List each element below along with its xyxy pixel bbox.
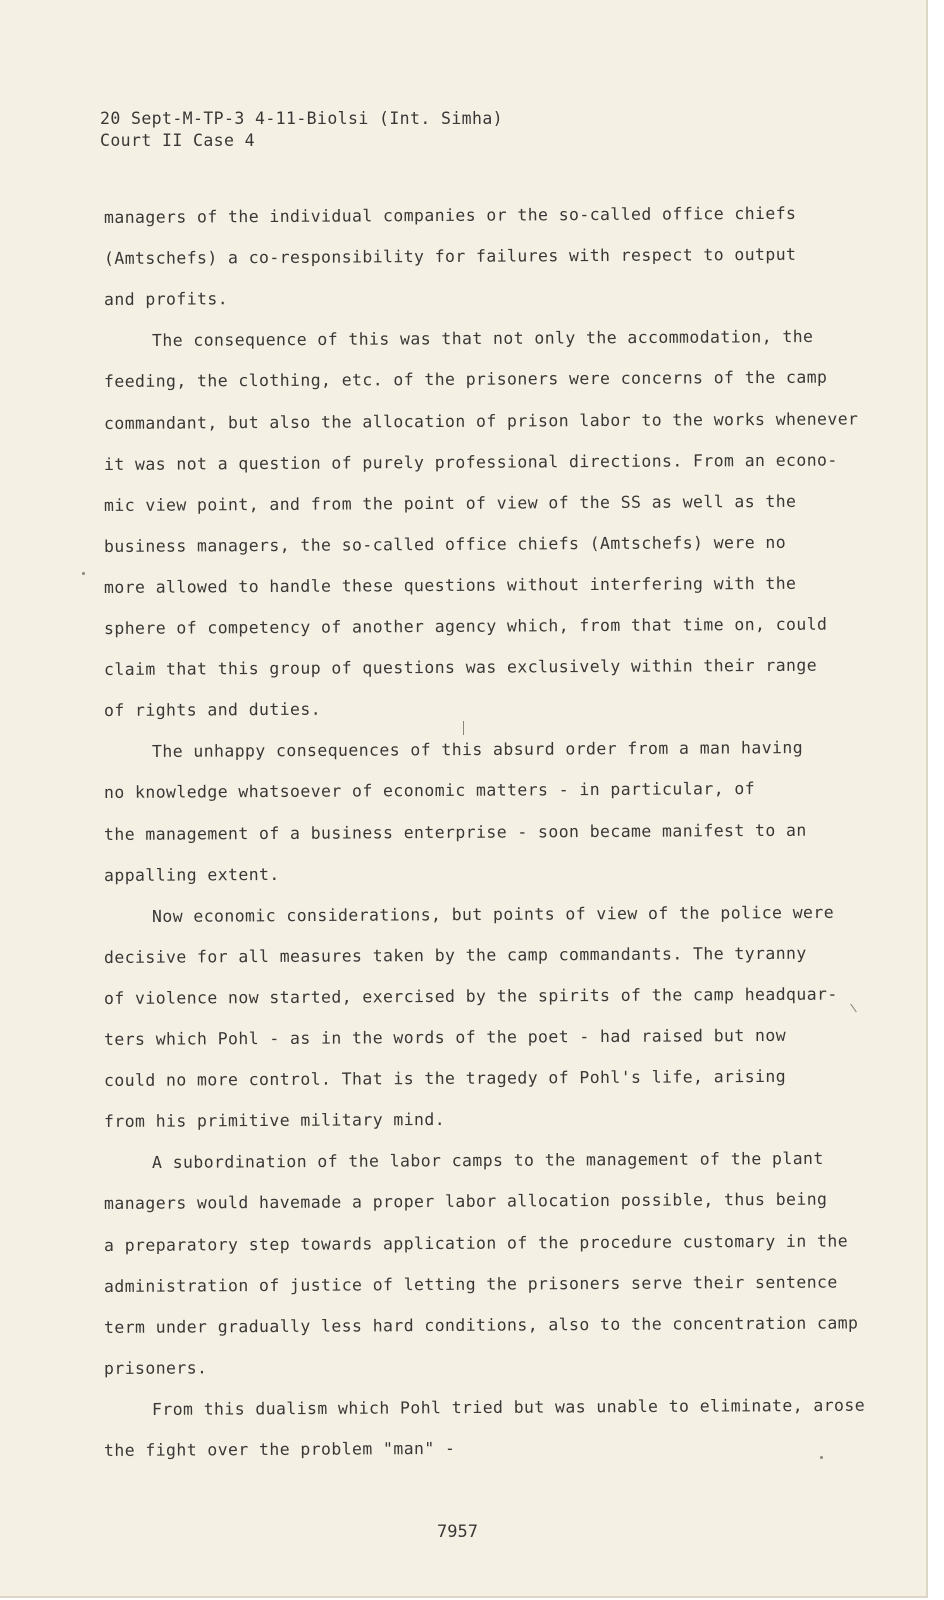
text-line: more allowed to handle these questions without interfering with the: [103, 573, 797, 597]
text-line: mic view point, and from the point of view of the SS as well as the: [103, 491, 797, 515]
text-line: managers of the individual companies or the so-called office chiefs: [103, 203, 797, 227]
header-reference-line: 20 Sept-M-TP-3 4-11-Biolsi (Int. Simha): [100, 109, 504, 128]
text-line: claim that this group of questions was exclusively within their range: [103, 655, 818, 680]
text-line: decisive for all measures taken by the camp commandants. The tyranny: [103, 943, 807, 967]
text-line: and profits.: [103, 289, 229, 310]
page-number: 7957: [437, 1522, 478, 1542]
text-line: commandant, but also the allocation of prison labor to the works whenever: [103, 408, 859, 433]
text-line: could no more control. That is the tragedy of Pohl's life, arising: [103, 1066, 787, 1091]
text-line: term under gradually less hard conditions, also to the concentration camp: [103, 1313, 859, 1337]
scan-speck: [850, 1004, 857, 1013]
text-line: the fight over the problem "man" -: [103, 1438, 456, 1460]
text-line: feeding, the clothing, etc. of the prisoners were concerns of the camp: [103, 367, 828, 392]
text-line: managers would havemade a proper labor allocation possible, thus being: [103, 1189, 828, 1214]
text-line: of violence now started, exercised by the spirits of the camp headquar-: [103, 984, 838, 1008]
text-line: from his primitive military mind.: [103, 1110, 446, 1132]
text-line: business managers, the so-called office chiefs (Amtschefs) were no: [103, 532, 787, 556]
text-line: sphere of competency of another agency which, from that time on, could: [103, 614, 828, 638]
text-line: a preparatory step towards application of the procedure customary in the: [103, 1230, 849, 1255]
text-line: prisoners.: [103, 1358, 208, 1378]
text-line: Now economic considerations, but points of view of the police were: [151, 902, 835, 926]
text-line: of rights and duties.: [103, 699, 322, 721]
scan-speck: [820, 1456, 823, 1459]
text-line: ters which Pohl - as in the words of the poet - had raised but now: [103, 1025, 787, 1049]
scan-speck: [463, 721, 464, 735]
text-line: the management of a business enterprise - soon became manifest to an: [103, 820, 807, 844]
text-line: The unhappy consequences of this absurd order from a man having: [151, 738, 804, 762]
text-line: no knowledge whatsoever of economic matters - in particular, of: [103, 779, 756, 803]
scan-speck: [82, 572, 85, 575]
text-line: The consequence of this was that not only the accommodation, the: [151, 327, 814, 351]
text-line: From this dualism which Pohl tried but was unable to eliminate, arose: [151, 1395, 866, 1419]
text-line: administration of justice of letting the prisoners serve their sentence: [103, 1272, 838, 1296]
text-line: appalling extent.: [103, 864, 280, 885]
text-line: A subordination of the labor camps to the management of the plant: [151, 1149, 824, 1173]
header-court-case-line: Court II Case 4: [100, 131, 256, 150]
text-line: (Amtschefs) a co-responsibility for failures with respect to output: [103, 244, 797, 269]
text-line: it was not a question of purely professional directions. From an econo-: [103, 450, 838, 474]
